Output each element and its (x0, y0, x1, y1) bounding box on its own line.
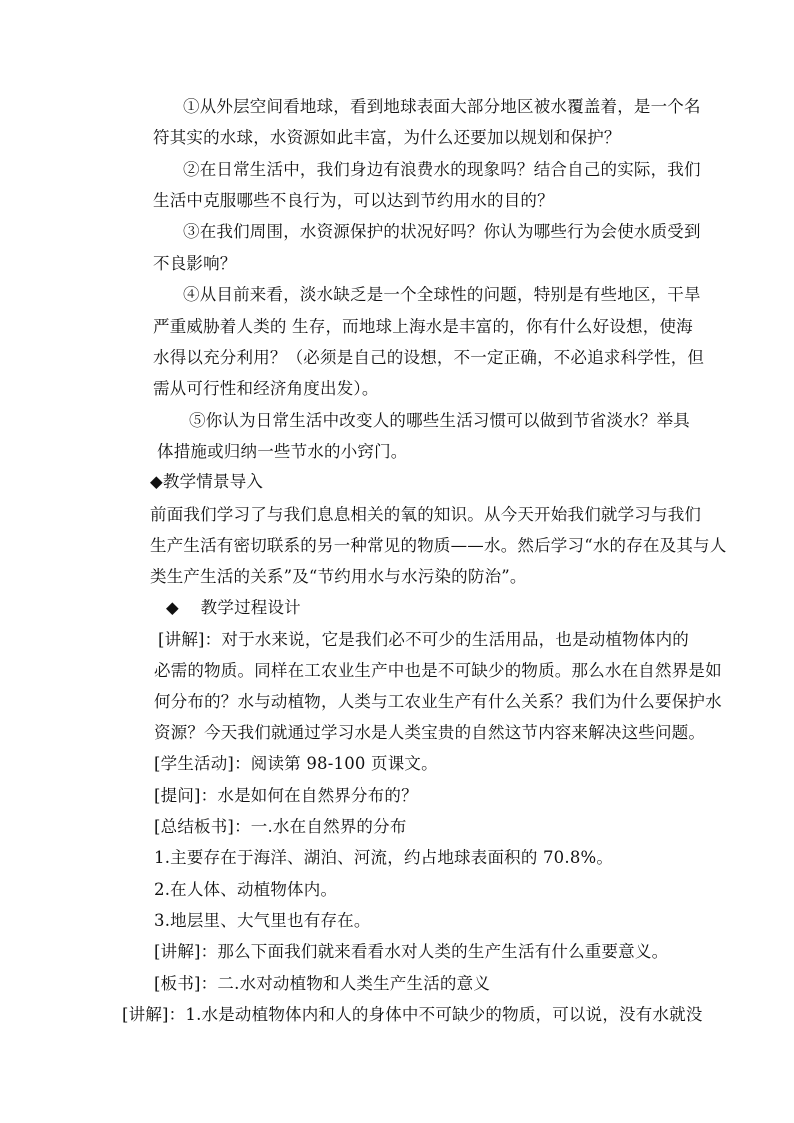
text-line: [讲解]：对于水来说，它是我们必不可少的生活用品，也是动植物体内的 (158, 630, 689, 649)
text-line: ③在我们周围，水资源保护的状况好吗？你认为哪些行为会使水质受到 (183, 222, 701, 241)
text-line: 水得以充分利用？（必须是自己的设想，不一定正确，不必追求科学性，但 (153, 348, 705, 367)
text-line: 体措施或归纳一些节水的小窍门。 (157, 442, 408, 461)
text-line: 资源？今天我们就通过学习水是人类宝贵的自然这节内容来解决这些问题。 (154, 723, 706, 742)
text-line: 1.主要存在于海洋、湖泊、河流，约占地球表面积的 70.8%。 (154, 848, 614, 867)
text-line: [提问]：水是如何在自然界分布的？ (154, 786, 418, 805)
text-line: 生活中克服哪些不良行为，可以达到节约用水的目的？ (153, 191, 554, 210)
text-line: ①从外层空间看地球，看到地球表面大部分地区被水覆盖着，是一个名 (183, 97, 701, 116)
text-line: [讲解]：那么下面我们就来看看水对人类的生产生活有什么重要意义。 (154, 942, 669, 961)
text-line: 必需的物质。同样在工农业生产中也是不可缺少的物质。那么水在自然界是如 (154, 661, 722, 680)
text-line: 何分布的？水与动植物，人类与工农业生产有什么关系？我们为什么要保护水 (154, 692, 722, 711)
text-line: 生产生活有密切联系的另一种常见的物质——水。然后学习“水的存在及其与人 (150, 536, 727, 555)
text-line: [学生活动]：阅读第 98-100 页课文。 (154, 754, 438, 773)
text-line: 3.地层里、大气里也有存在。 (154, 911, 371, 930)
text-line: [讲解]：1.水是动植物体内和人的身体中不可缺少的物质，可以说，没有水就没 (122, 1005, 703, 1024)
text-line: ④从目前来看，淡水缺乏是一个全球性的问题，特别是有些地区，干旱 (183, 285, 701, 304)
section-heading: ◆教学情景导入 (150, 472, 264, 491)
text-line: 前面我们学习了与我们息息相关的氧的知识。从今天开始我们就学习与我们 (150, 505, 702, 524)
text-line: 不良影响？ (153, 254, 237, 273)
text-line: 符其实的水球，水资源如此丰富，为什么还要加以规划和保护？ (153, 128, 621, 147)
text-line: [总结板书]：一.水在自然界的分布 (154, 817, 407, 836)
text-line: 严重威胁着人类的 生存，而地球上海水是丰富的，你有什么好设想，使海 (153, 317, 693, 336)
section-heading: ◆ 教学过程设计 (166, 598, 301, 617)
text-line: 需从可行性和经济角度出发）。 (153, 379, 379, 398)
text-line: [板书]：二.水对动植物和人类生产生活的意义 (154, 974, 491, 993)
text-line: ⑤你认为日常生活中改变人的哪些生活习惯可以做到节省淡水？举具 (189, 411, 690, 430)
text-line: 类生产生活的关系”及“节约用水与水污染的防治”。 (150, 567, 527, 586)
text-line: 2.在人体、动植物体内。 (154, 880, 338, 899)
text-line: ②在日常生活中，我们身边有浪费水的现象吗？结合自己的实际，我们 (183, 160, 701, 179)
